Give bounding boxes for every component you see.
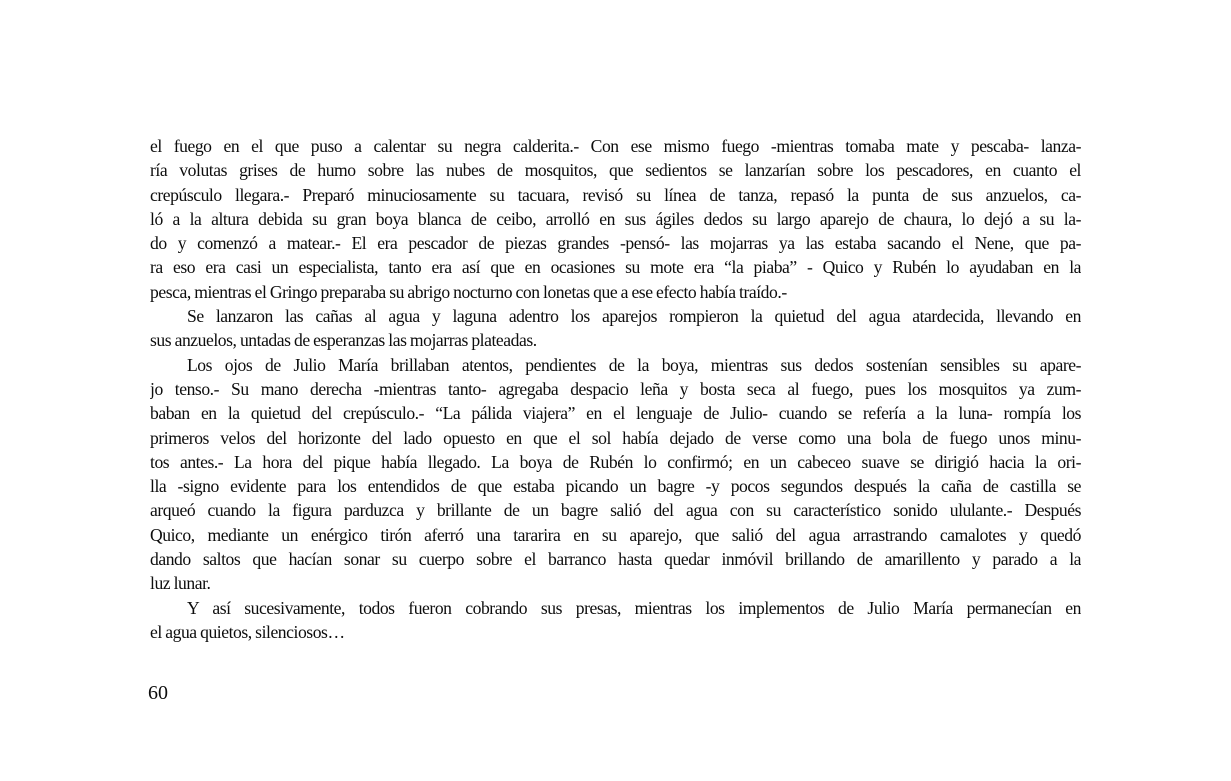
text-line: ría volutas grises de humo sobre las nubes de mosquitos, que sedientos se lanzarían sobre los pescadores, en cuanto el: [150, 160, 1081, 181]
page-number: 60: [148, 682, 168, 704]
text-line: el agua quietos, silenciosos…: [150, 621, 345, 642]
paragraph-2: [150, 304, 1081, 353]
text-line: jo tenso.- Su mano derecha -mientras tanto- agregaba despacio leña y bosta seca al fuego, pues los mosquitos ya zum-: [150, 378, 1081, 399]
paragraph-3: [150, 353, 1081, 596]
text-line: ra eso era casi un especialista, tanto era así que en ocasiones su mote era “la piaba” - Quico y Rubén lo ayudaban en la: [150, 257, 1081, 278]
text-line: Los ojos de Julio María brillaban atentos, pendientes de la boya, mientras sus dedos sostenían sensibles su apare-: [187, 354, 1081, 375]
text-line: Se lanzaron las cañas al agua y laguna adentro los aparejos rompieron la quietud del agua atardecida, llevando en: [187, 306, 1081, 327]
text-line: crepúsculo llegara.- Preparó minuciosamente su tacuara, revisó su línea de tanza, repasó la punta de sus anzuelos, ca-: [150, 184, 1081, 205]
paragraph-4: [150, 596, 1081, 645]
text-line: dando saltos que hacían sonar su cuerpo sobre el barranco hasta quedar inmóvil brillando de amarillento y parado a la: [150, 549, 1081, 570]
text-line: tos antes.- La hora del pique había llegado. La boya de Rubén lo confirmó; en un cabeceo suave se dirigió hacia la ori-: [150, 451, 1081, 472]
text-line: luz lunar.: [150, 573, 211, 594]
text-line: baban en la quietud del crepúsculo.- “La pálida viajera” en el lenguaje de Julio- cuando se refería a la luna- rompía los: [150, 403, 1081, 424]
paragraph-1: [150, 134, 1081, 304]
text-line: ló a la altura debida su gran boya blanca de ceibo, arrolló en sus ágiles dedos su largo aparejo de chaura, lo dejó a su la-: [150, 208, 1081, 229]
text-line: lla -signo evidente para los entendidos de que estaba picando un bagre -y pocos segundos después la caña de castilla se: [150, 476, 1081, 497]
body-text: [150, 134, 1081, 644]
text-line: el fuego en el que puso a calentar su negra calderita.- Con ese mismo fuego -mientras tomaba mate y pescaba- lanza-: [150, 136, 1081, 156]
text-line: sus anzuelos, untadas de esperanzas las mojarras plateadas.: [150, 330, 537, 351]
text-line: Y así sucesivamente, todos fueron cobrando sus presas, mientras los implementos de Julio María permanecían en: [187, 597, 1081, 618]
text-line: do y comenzó a matear.- El era pescador de piezas grandes -pensó- las mojarras ya las estaba sacando el Nene, que pa-: [150, 233, 1081, 254]
text-line: pesca, mientras el Gringo preparaba su abrigo nocturno con lonetas que a ese efecto había traído.-: [150, 281, 787, 302]
text-line: primeros velos del horizonte del lado opuesto en que el sol había dejado de verse como una bola de fuego unos minu-: [150, 427, 1081, 448]
text-line: arqueó cuando la figura parduzca y brillante de un bagre salió del agua con su característico sonido ululante.- Después: [150, 500, 1081, 521]
text-line: Quico, mediante un enérgico tirón aferró una tararira en su aparejo, que salió del agua arrastrando camalotes y quedó: [150, 524, 1081, 545]
